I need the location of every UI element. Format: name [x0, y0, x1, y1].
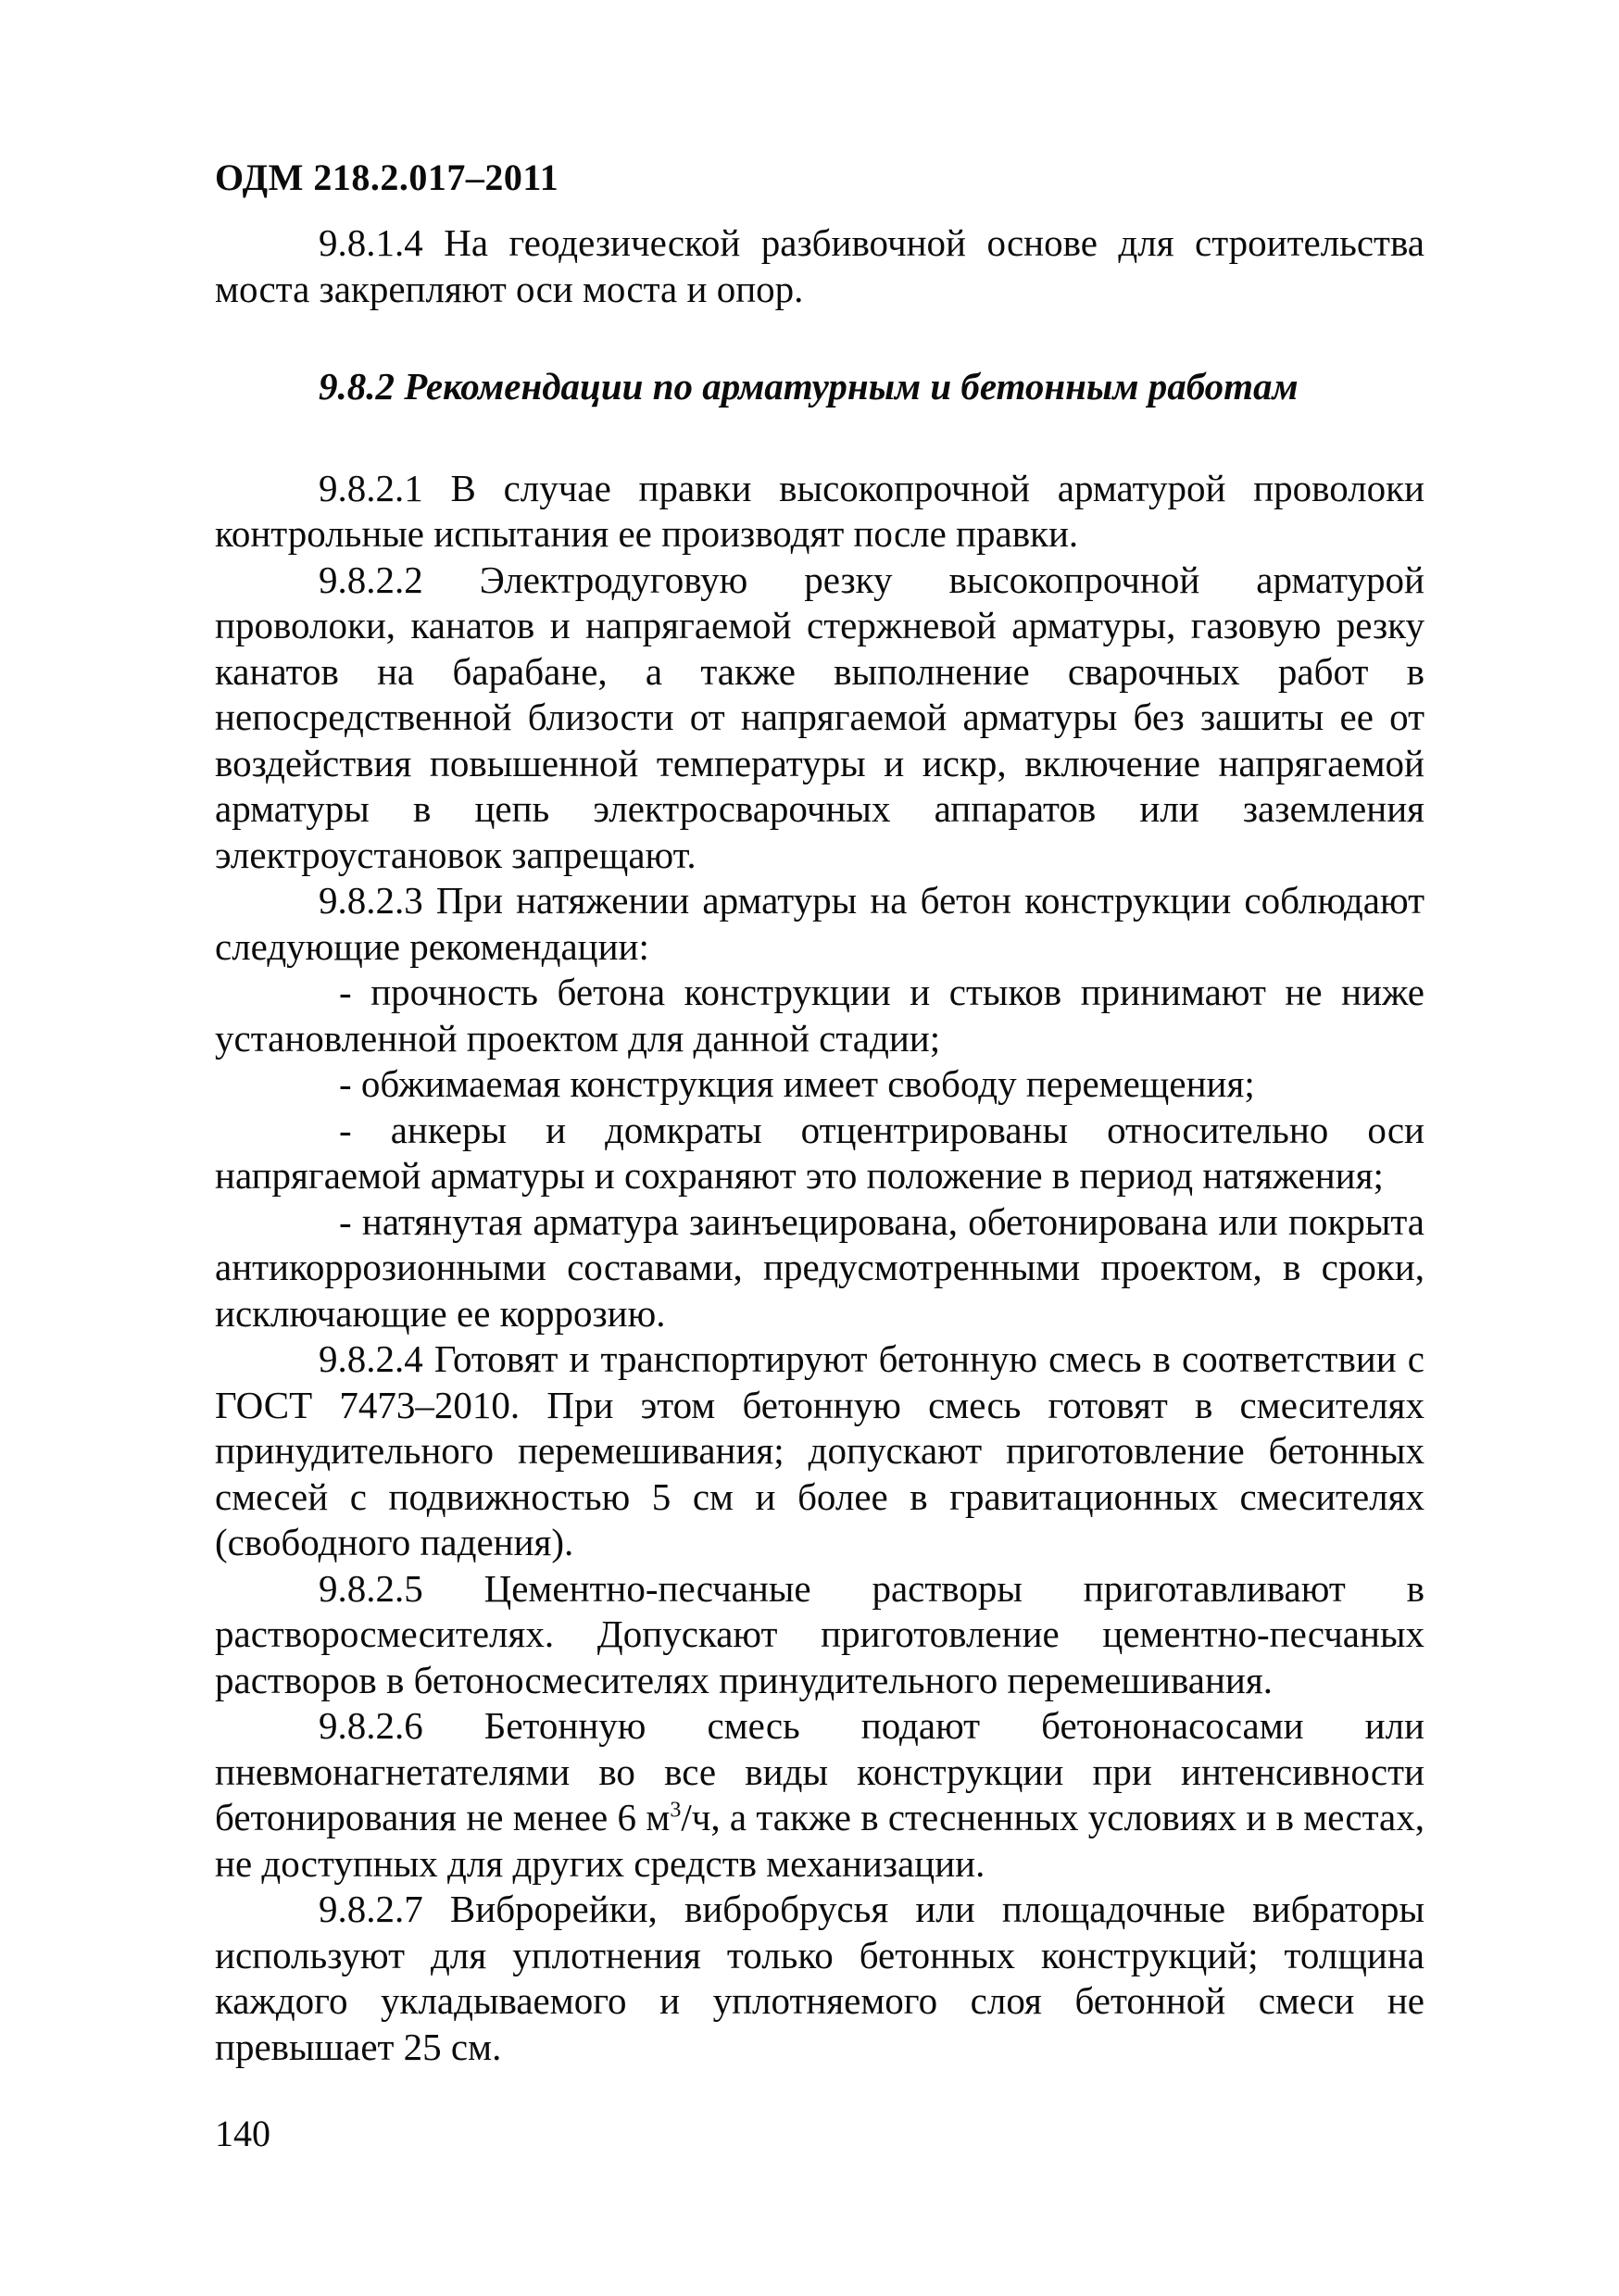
paragraph-9-8-2-6-end: /ч, а также в стесненных условиях и в местах, не доступных для других средств механизации. — [215, 1796, 1424, 1885]
paragraph-9-8-2-1: 9.8.2.1 В случае правки высокопрочной арматурой проволоки контрольные испытания ее производят после правки. — [215, 466, 1424, 555]
cubic-superscript: 3 — [670, 1798, 682, 1823]
page-number: 140 — [215, 2113, 270, 2154]
document-body — [215, 220, 1424, 2070]
list-item-corrosion: - натянутая арматура заинъецирована, обетонирована или покрыта антикоррозионными составами, предусмотренными проектом, в сроки, исключающие ее коррозию. — [215, 1199, 1424, 1335]
paragraph-9-8-2-3: 9.8.2.3 При натяжении арматуры на бетон конструкции соблюдают следующие рекомендации: — [215, 879, 1424, 968]
paragraph-9-8-2-2: 9.8.2.2 Электродуговую резку высокопрочной арматурой проволоки, канатов и напрягаемой стержневой арматуры, газовую резку канатов на барабане, а также выполнение сварочных работ в непосредственной близости от напрягаемой арматуры без зашиты ее от воздействия повышенной температуры и искр, включение напрягаемой арматуры в цепь электросварочных аппаратов или заземления электроустановок запрещают. — [215, 558, 1424, 876]
paragraph-9-8-2-4: 9.8.2.4 Готовят и транспортируют бетонную смесь в соответствии с ГОСТ 7473–2010. При этом бетонную смесь готовят в смесителях принудительного перемешивания; допускают приготовление бетонных смесей с подвижностью 5 см и более в гравитационных смесителях (свободного падения). — [215, 1337, 1424, 1563]
list-item-anchors: - анкеры и домкраты отцентрированы относительно оси напрягаемой арматуры и сохраняют это положение в период натяжения; — [215, 1108, 1424, 1197]
paragraph-9-8-2-6-start: 9.8.2.6 Бетонную смесь подают бетононасосами или пневмонагнетателями во все виды конструкции при интенсивности бетонирования не менее 6 м — [215, 1704, 1424, 1838]
list-item-strength: - прочность бетона конструкции и стыков принимают не ниже установленной проектом для данной стадии; — [215, 971, 1424, 1060]
paragraph-9-8-1-4: 9.8.1.4 На геодезической разбивочной основе для строительства моста закрепляют оси моста и опор. — [215, 221, 1424, 310]
section-heading-9-8-2: 9.8.2 Рекомендации по арматурным и бетонным работам — [319, 365, 1299, 408]
document-code: ОДМ 218.2.017–2011 — [215, 157, 559, 198]
paragraph-9-8-2-5: 9.8.2.5 Цементно-песчаные растворы приготавливают в растворосмесителях. Допускают приготовление цементно-песчаных растворов в бетоносмесителях принудительного перемешивания. — [215, 1566, 1424, 1701]
paragraph-9-8-2-7: 9.8.2.7 Виброрейки, вибробрусья или площадочные вибраторы используют для уплотнения только бетонных конструкций; толщина каждого укладываемого и уплотняемого слоя бетонной смеси не превышает 25 см. — [215, 1888, 1424, 2068]
paragraph-9-8-2-6 — [215, 1703, 1424, 1887]
list-item-movement: - обжимаемая конструкция имеет свободу перемещения; — [339, 1062, 1255, 1105]
